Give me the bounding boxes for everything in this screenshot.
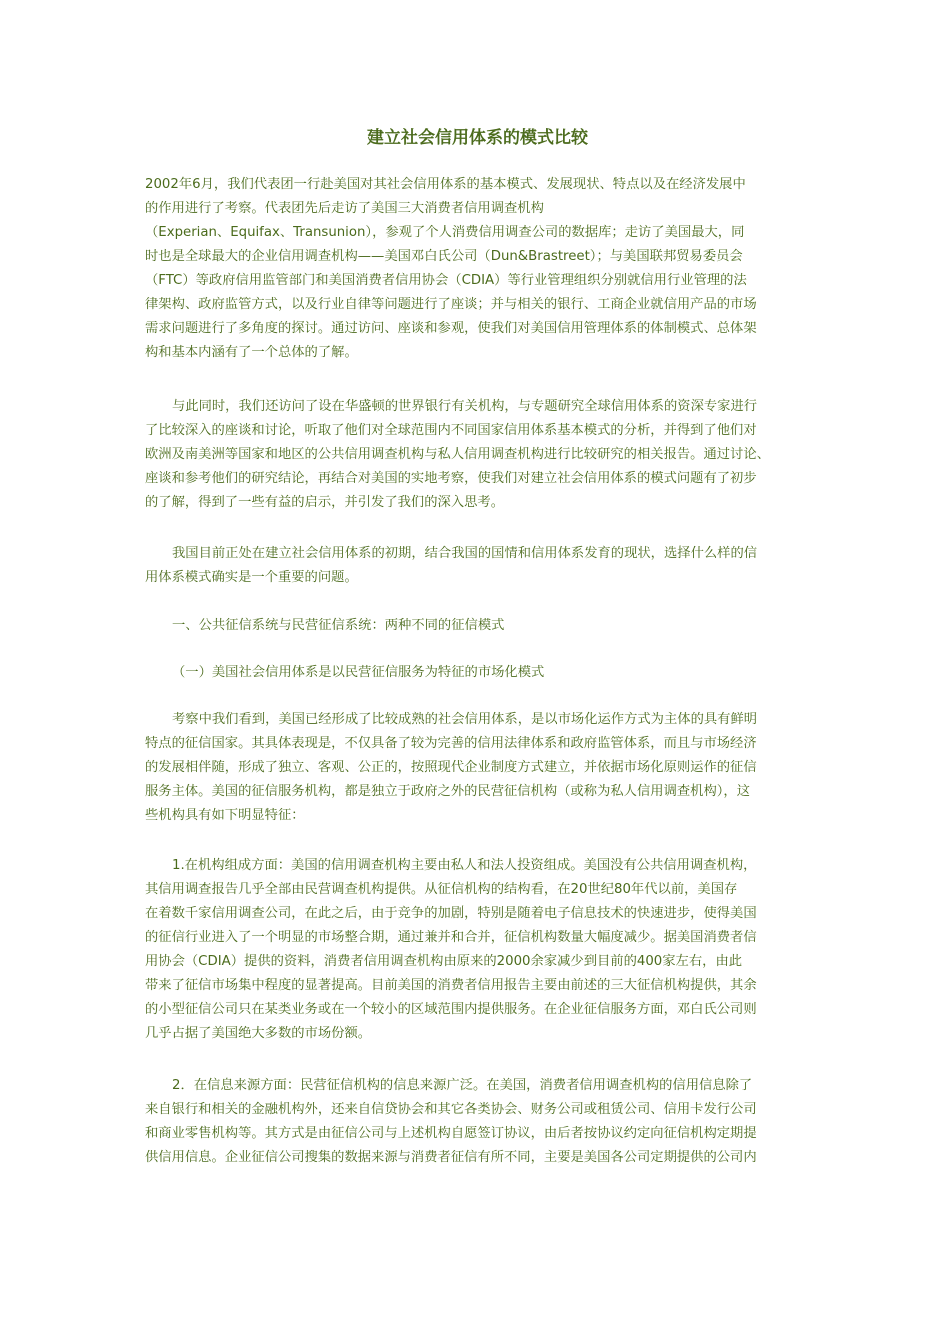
text-line: 2．在信息来源方面：民营征信机构的信息来源广泛。在美国，消费者信用调查机构的信用信息除了	[172, 1078, 753, 1093]
text-line: 几乎占据了美国绝大多数的市场份额。	[145, 1026, 372, 1041]
text-line: 的作用进行了考察。代表团先后走访了美国三大消费者信用调查机构	[145, 201, 544, 216]
text-line: 我国目前正处在建立社会信用体系的初期，结合我国的国情和信用体系发育的现状，选择什么样的信	[172, 546, 758, 561]
text-line: 用体系模式确实是一个重要的问题。	[145, 570, 358, 585]
text-line: 其信用调查报告几乎全部由民营调查机构提供。从征信机构的结构看，在20世纪80年代以前，美国存	[145, 882, 738, 897]
text-line: 2002年6月，我们代表团一行赴美国对其社会信用体系的基本模式、发展现状、特点以及在经济发展中	[145, 177, 746, 192]
paragraph-point-2	[145, 1074, 810, 1170]
paragraph-intro	[145, 173, 810, 365]
text-line: 来自银行和相关的金融机构外，还来自信贷协会和其它各类协会、财务公司或租赁公司、信用卡发行公司	[145, 1102, 757, 1117]
paragraph-point-1	[145, 854, 810, 1046]
text-line: （Experian、Equifax、Transunion），参观了个人消费信用调查公司的数据库；走访了美国最大，同	[145, 225, 745, 240]
paragraph-world-bank	[145, 395, 810, 515]
text-line: 的了解，得到了一些有益的启示，并引发了我们的深入思考。	[145, 495, 505, 510]
text-line: 1.在机构组成方面：美国的信用调查机构主要由私人和法人投资组成。美国没有公共信用调查机构，	[172, 858, 757, 873]
text-line: 律架构、政府监管方式，以及行业自律等问题进行了座谈；并与相关的银行、工商企业就信用产品的市场	[145, 297, 757, 312]
text-line: （FTC）等政府信用监管部门和美国消费者信用协会（CDIA）等行业管理组织分别就信用行业管理的法	[145, 273, 747, 288]
text-line: 构和基本内涵有了一个总体的了解。	[145, 345, 358, 360]
text-line: 服务主体。美国的征信服务机构，都是独立于政府之外的民营征信机构（或称为私人信用调查机构），这	[145, 784, 751, 799]
text-line: 的发展相伴随，形成了独立、客观、公正的，按照现代企业制度方式建立，并依据市场化原则运作的征信	[145, 760, 757, 775]
section-heading	[145, 614, 810, 638]
heading-text: （一）美国社会信用体系是以民营征信服务为特征的市场化模式	[172, 665, 545, 680]
text-line: 的征信行业进入了一个明显的市场整合期，通过兼并和合并，征信机构数量大幅度减少。据美国消费者信	[145, 930, 757, 945]
document-title: 建立社会信用体系的模式比较	[367, 128, 588, 148]
text-line: 与此同时，我们还访问了设在华盛顿的世界银行有关机构，与专题研究全球信用体系的资深专家进行	[172, 399, 758, 414]
text-line: 用协会（CDIA）提供的资料，消费者信用调查机构由原来的2000余家减少到目前的400家左右，由此	[145, 954, 743, 969]
heading-text: 一、公共征信系统与民营征信系统：两种不同的征信模式	[172, 618, 505, 633]
text-line: 座谈和参考他们的研究结论，再结合对美国的实地考察，使我们对建立社会信用体系的模式问题有了初步	[145, 471, 757, 486]
text-line: 特点的征信国家。其具体表现是，不仅具备了较为完善的信用法律体系和政府监管体系，而且与市场经济	[145, 736, 757, 751]
text-line: 欧洲及南美洲等国家和地区的公共信用调查机构与私人信用调查机构进行比较研究的相关报告。通过讨论、	[145, 447, 770, 462]
text-line: 考察中我们看到，美国已经形成了比较成熟的社会信用体系，是以市场化运作方式为主体的具有鲜明	[172, 712, 758, 727]
paragraph-us-model	[145, 708, 810, 828]
text-line: 和商业零售机构等。其方式是由征信公司与上述机构自愿签订协议，由后者按协议约定向征信机构定期提	[145, 1126, 757, 1141]
text-line: 在着数千家信用调查公司，在此之后，由于竞争的加剧，特别是随着电子信息技术的快速进步，使得美国	[145, 906, 757, 921]
text-line: 的小型征信公司只在某类业务或在一个较小的区域范围内提供服务。在企业征信服务方面，邓白氏公司则	[145, 1002, 757, 1017]
text-line: 了比较深入的座谈和讨论，听取了他们对全球范围内不同国家信用体系基本模式的分析，并得到了他们对	[145, 423, 757, 438]
text-line: 时也是全球最大的企业信用调查机构——美国邓白氏公司（Dun&Brastreet）；与美国联邦贸易委员会	[145, 249, 743, 264]
text-line: 带来了征信市场集中程度的显著提高。目前美国的消费者信用报告主要由前述的三大征信机构提供，其余	[145, 978, 757, 993]
text-line: 些机构具有如下明显特征：	[145, 808, 305, 823]
subsection-heading	[145, 661, 810, 685]
paragraph-china-status	[145, 542, 810, 590]
text-line: 需求问题进行了多角度的探讨。通过访问、座谈和参观，使我们对美国信用管理体系的体制模式、总体架	[145, 321, 757, 336]
text-line: 供信用信息。企业征信公司搜集的数据来源与消费者征信有所不同，主要是美国各公司定期提供的公司内	[145, 1150, 757, 1165]
